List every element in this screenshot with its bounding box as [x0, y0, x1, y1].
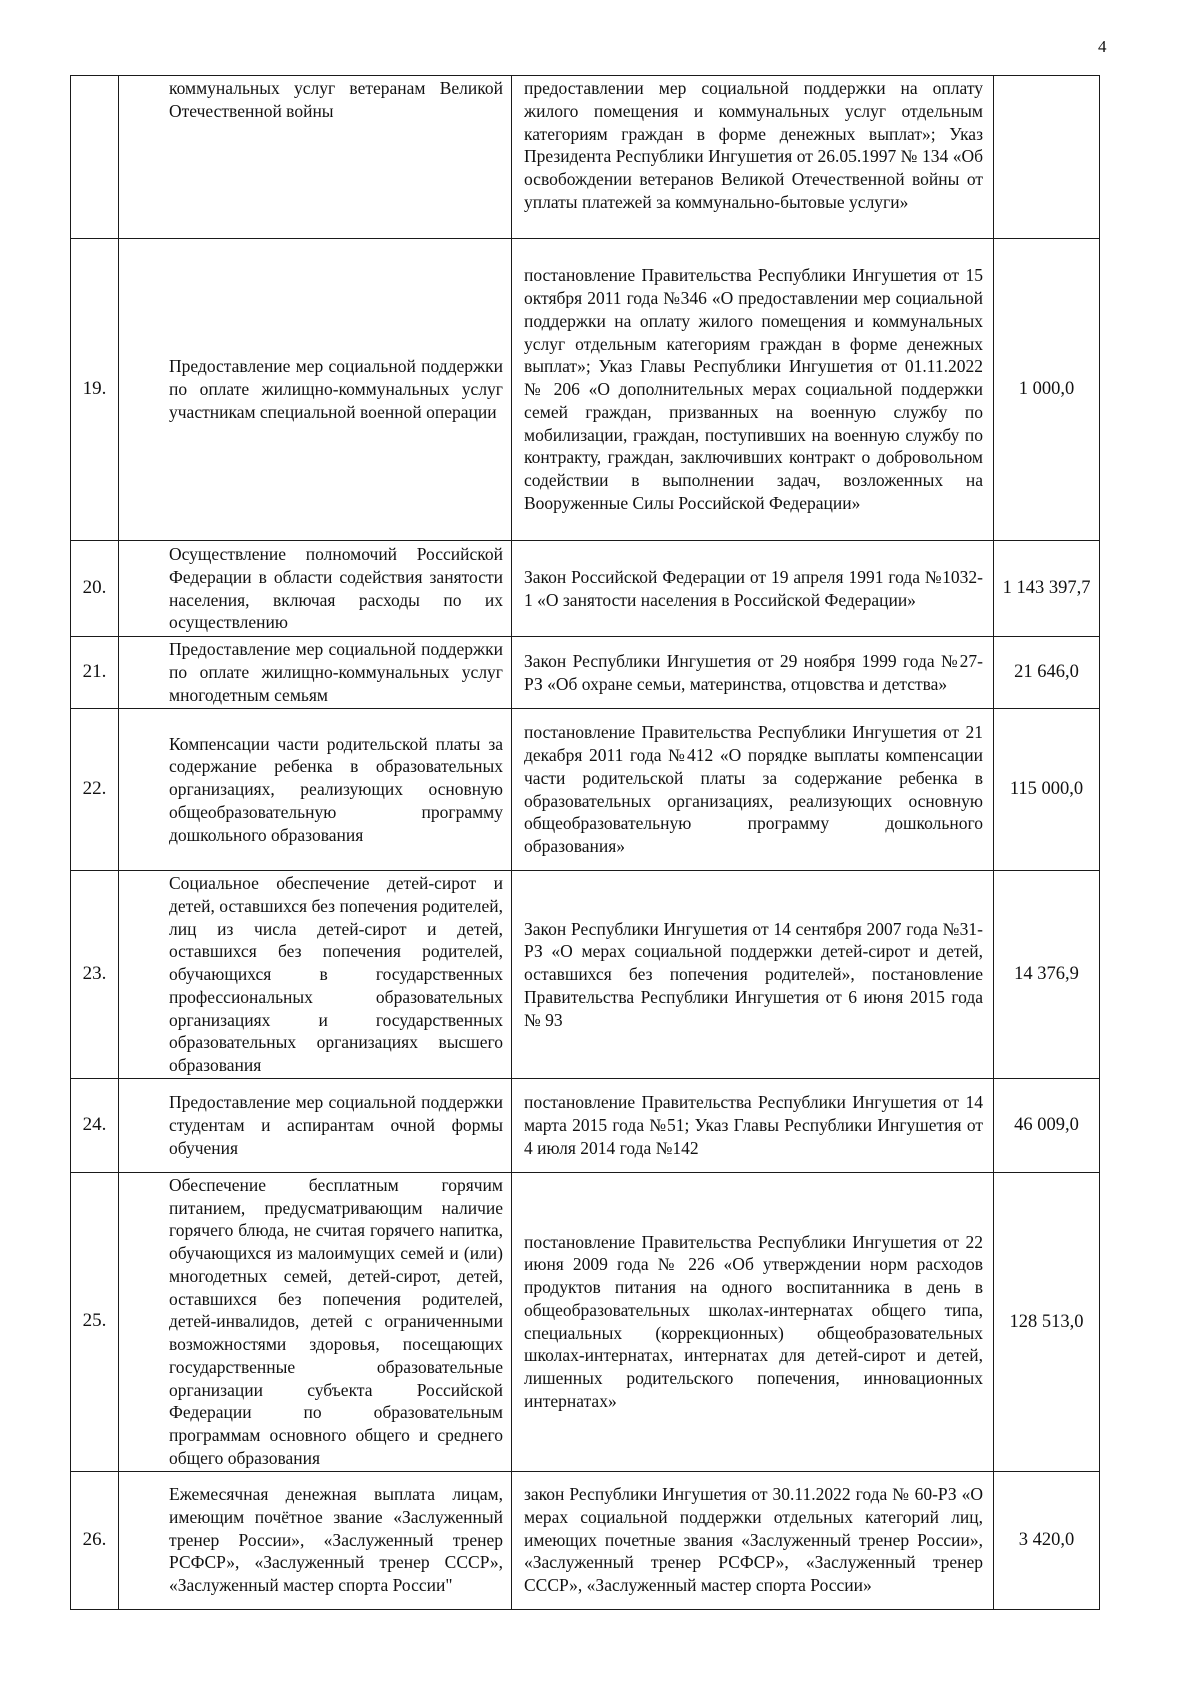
table-row — [71, 541, 1100, 637]
expense-name: Предоставление мер социальной поддержки студентам и аспирантам очной формы обучения — [119, 1078, 512, 1172]
amount: 128 513,0 — [994, 1172, 1100, 1471]
row-number: 25. — [71, 1172, 119, 1471]
table-row — [71, 1471, 1100, 1609]
legal-basis: Закон Республики Ингушетия от 14 сентября 2007 года №31-РЗ «О мерах социальной поддержки детей-сирот и детей, оставшихся без попечения родителей», постановление Правительства Республики Ингушетия от 6 июня 2015 года № 93 — [512, 871, 994, 1079]
legal-basis: постановление Правительства Республики Ингушетия от 21 декабря 2011 года №412 «О порядке выплаты компенсации части родительской платы за содержание ребенка в образовательных организациях, реализующих основную общеобразовательную программу дошкольного образования» — [512, 709, 994, 871]
amount: 1 000,0 — [994, 239, 1100, 541]
expense-name: Компенсации части родительской платы за содержание ребенка в образовательных организациях, реализующих основную общеобразовательную программу дошкольного образования — [119, 709, 512, 871]
row-number: 26. — [71, 1471, 119, 1609]
table-row — [71, 637, 1100, 709]
table-row — [71, 76, 1100, 239]
amount: 14 376,9 — [994, 871, 1100, 1079]
amount: 21 646,0 — [994, 637, 1100, 709]
table-row — [71, 709, 1100, 871]
row-number: 23. — [71, 871, 119, 1079]
row-number: 22. — [71, 709, 119, 871]
table-row — [71, 1078, 1100, 1172]
amount: 3 420,0 — [994, 1471, 1100, 1609]
page-number: 4 — [1098, 37, 1107, 56]
legal-basis: закон Республики Ингушетия от 30.11.2022 года № 60-РЗ «О мерах социальной поддержки отдельных категорий лиц, имеющих почетные звания «Заслуженный тренер России», «Заслуженный тренер РСФСР», «Заслуженный тренер СССР», «Заслуженный мастер спорта России» — [512, 1471, 994, 1609]
expense-name: Обеспечение бесплатным горячим питанием, предусматривающим наличие горячего блюда, не считая горячего напитка, обучающихся из малоимущих семей и (или) многодетных семей, детей-сирот, детей, оставшихся без попечения родителей, детей-инвалидов, детей с ограниченными возможностями здоровья, посещающих государственные образовательные организации субъекта Российской Федерации по образовательным программам основного общего и среднего общего образования — [119, 1172, 512, 1471]
legal-basis: предоставлении мер социальной поддержки на оплату жилого помещения и коммунальных услуг отдельным категориям граждан в форме денежных выплат»; Указ Президента Республики Ингушетия от 26.05.1997 № 134 «Об освобождении ветеранов Великой Отечественной войны от уплаты платежей за коммунально-бытовые услуги» — [512, 76, 994, 239]
row-number: 24. — [71, 1078, 119, 1172]
row-number: 21. — [71, 637, 119, 709]
expense-name: коммунальных услуг ветеранам Великой Отечественной войны — [119, 76, 512, 239]
expense-name: Предоставление мер социальной поддержки по оплате жилищно-коммунальных услуг многодетным семьям — [119, 637, 512, 709]
expense-name: Предоставление мер социальной поддержки по оплате жилищно-коммунальных услуг участникам специальной военной операции — [119, 239, 512, 541]
legal-basis: постановление Правительства Республики Ингушетия от 15 октября 2011 года №346 «О предоставлении мер социальной поддержки на оплату жилого помещения и коммунальных услуг отдельным категориям граждан в форме денежных выплат»; Указ Главы Республики Ингушетия от 01.11.2022 № 206 «О дополнительных мерах социальной поддержки семей граждан, призванных на военную службу по мобилизации, граждан, поступивших на военную службу по контракту, граждан, заключивших контракт о добровольном содействии в выполнении задач, возложенных на Вооруженные Силы Российской Федерации» — [512, 239, 994, 541]
table-row — [71, 1172, 1100, 1471]
row-number: 19. — [71, 239, 119, 541]
expense-name: Ежемесячная денежная выплата лицам, имеющим почётное звание «Заслуженный тренер России», «Заслуженный тренер РСФСР», «Заслуженный тренер СССР», «Заслуженный мастер спорта России" — [119, 1471, 512, 1609]
expenditure-table — [70, 75, 1100, 1610]
table-row — [71, 239, 1100, 541]
row-number — [71, 76, 119, 239]
amount: 46 009,0 — [994, 1078, 1100, 1172]
amount: 1 143 397,7 — [994, 541, 1100, 637]
legal-basis: постановление Правительства Республики Ингушетия от 22 июня 2009 года № 226 «Об утверждении норм расходов продуктов питания на одного воспитанника в день в общеобразовательных школах-интернатах общего типа, специальных (коррекционных) общеобразовательных школах-интернатах, интернатах для детей-сирот и детей, лишенных родительского попечения, инновационных интернатах» — [512, 1172, 994, 1471]
row-number: 20. — [71, 541, 119, 637]
amount: 115 000,0 — [994, 709, 1100, 871]
legal-basis: постановление Правительства Республики Ингушетия от 14 марта 2015 года №51; Указ Главы Республики Ингушетия от 4 июля 2014 года №142 — [512, 1078, 994, 1172]
table-row — [71, 871, 1100, 1079]
expense-name: Социальное обеспечение детей-сирот и детей, оставшихся без попечения родителей, лиц из числа детей-сирот и детей, оставшихся без попечения родителей, обучающихся в государственных профессиональных образовательных организациях и государственных образовательных организациях высшего образования — [119, 871, 512, 1079]
legal-basis: Закон Российской Федерации от 19 апреля 1991 года №1032-1 «О занятости населения в Российской Федерации» — [512, 541, 994, 637]
expense-name: Осуществление полномочий Российской Федерации в области содействия занятости населения, включая расходы по их осуществлению — [119, 541, 512, 637]
amount — [994, 76, 1100, 239]
legal-basis: Закон Республики Ингушетия от 29 ноября 1999 года №27-РЗ «Об охране семьи, материнства, отцовства и детства» — [512, 637, 994, 709]
